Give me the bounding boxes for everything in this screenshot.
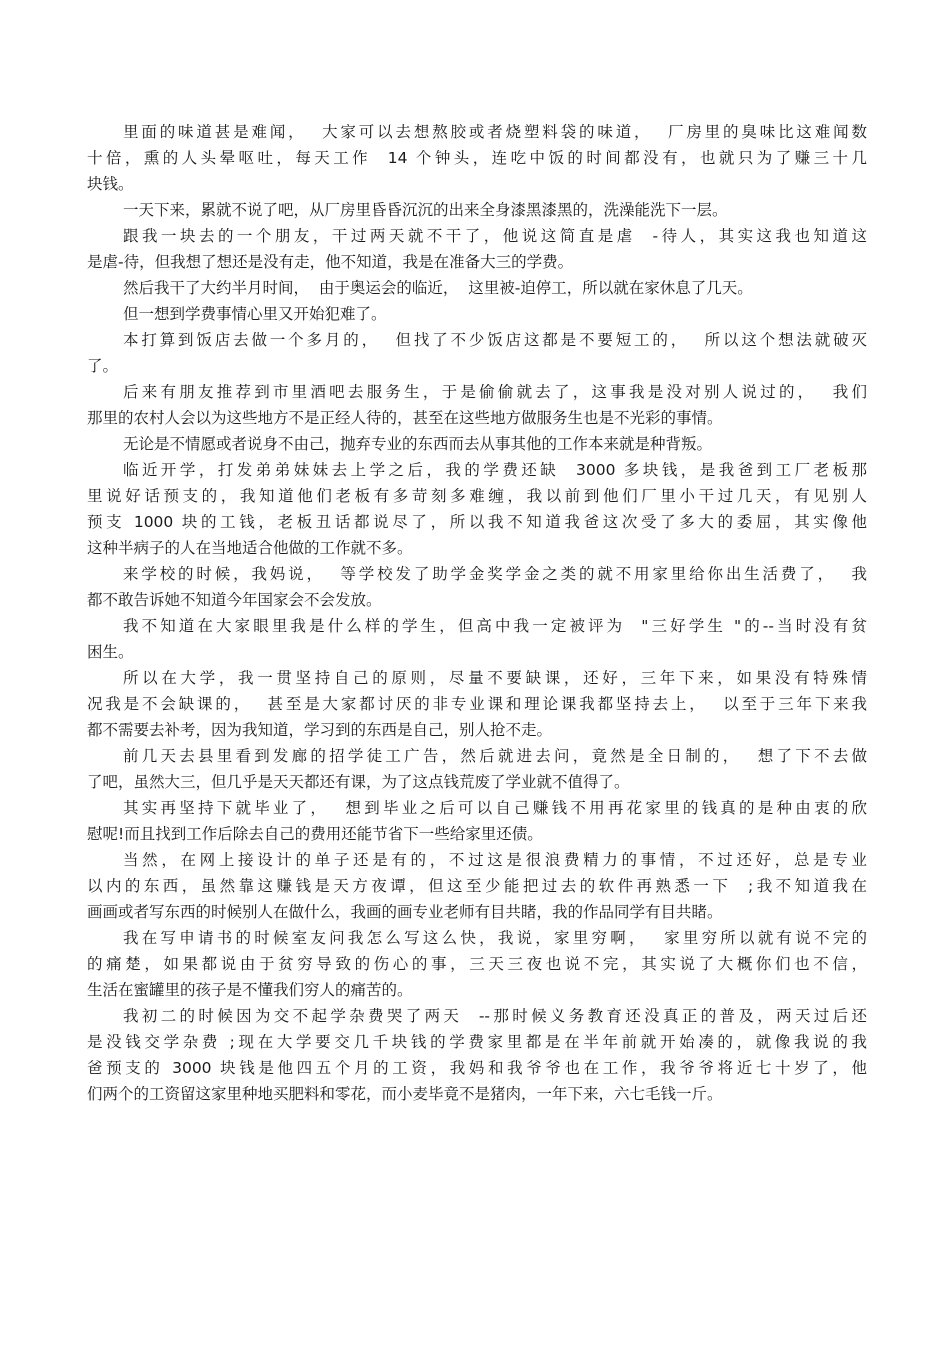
text-line: 预支 1000 块的工钱，老板丑话都说尽了，所以我不知道我爸这次受了多大的委屈，其实像他 xyxy=(87,513,867,531)
text-line: 后来有朋友推荐到市里酒吧去服务生，于是偷偷就去了，这事我是没对别人说过的， 我们 xyxy=(123,383,867,401)
text-line: 无论是不情愿或者说身不由己，抛弃专业的东西而去从事其他的工作本来就是种背叛。 xyxy=(123,435,713,453)
text-line: 了。 xyxy=(87,357,119,375)
text-line: 十倍，熏的人头晕呕吐，每天工作 14 个钟头，连吃中饭的时间都没有，也就只为了赚三十几 xyxy=(87,149,867,167)
text-line: 当然，在网上接设计的单子还是有的，不过这是很浪费精力的事情，不过还好，总是专业 xyxy=(123,851,867,869)
text-line: 都不需要去补考，因为我知道，学习到的东西是自己，别人抢不走。 xyxy=(87,721,553,739)
text-line: 来学校的时候，我妈说， 等学校发了助学金奖学金之类的就不用家里给你出生活费了， 我 xyxy=(123,565,867,583)
text-line: 生活在蜜罐里的孩子是不懂我们穷人的痛苦的。 xyxy=(87,981,413,999)
text-line: 里面的味道甚是难闻， 大家可以去想熬胶或者烧塑料袋的味道， 厂房里的臭味比这难闻数 xyxy=(123,123,867,141)
text-line: 的痛楚，如果都说由于贫穷导致的伤心的事，三天三夜也说不完，其实说了大概你们也不信， xyxy=(87,955,867,973)
text-line: 们两个的工资留这家里种地买肥料和零花，而小麦毕竟不是猪肉，一年下来，六七毛钱一斤。 xyxy=(87,1085,723,1103)
text-line: 一天下来，累就不说了吧，从厂房里昏昏沉沉的出来全身漆黑漆黑的，洗澡能洗下一层。 xyxy=(123,201,728,219)
text-line: 我在写申请书的时候室友问我怎么写这么快，我说，家里穷啊， 家里穷所以就有说不完的 xyxy=(123,929,867,947)
text-line: 然后我干了大约半月时间， 由于奥运会的临近， 这里被-迫停工，所以就在家休息了几天。 xyxy=(123,279,753,297)
text-line: 我不知道在大家眼里我是什么样的学生，但高中我一定被评为 "三好学生 "的--当时没有贫 xyxy=(123,617,867,635)
text-line: 那里的农村人会以为这些地方不是正经人待的，甚至在这些地方做服务生也是不光彩的事情。 xyxy=(87,409,723,427)
text-line: 跟我一块去的一个朋友，干过两天就不干了，他说这简直是虐 -待人，其实这我也知道这 xyxy=(123,227,867,245)
text-line: 块钱。 xyxy=(87,175,134,193)
text-line: 所以在大学，我一贯坚持自己的原则，尽量不要缺课，还好，三年下来，如果没有特殊情 xyxy=(123,669,867,687)
text-line: 都不敢告诉她不知道今年国家会不会发放。 xyxy=(87,591,382,609)
text-line: 其实再坚持下就毕业了， 想到毕业之后可以自己赚钱不用再花家里的钱真的是种由衷的欣 xyxy=(123,799,867,817)
text-line: 本打算到饭店去做一个多月的， 但找了不少饭店这都是不要短工的， 所以这个想法就破灭 xyxy=(123,331,867,349)
text-line: 了吧，虽然大三，但几乎是天天都还有课，为了这点钱荒废了学业就不值得了。 xyxy=(87,773,630,791)
text-line: 是没钱交学杂费 ;现在大学要交几千块钱的学费家里都是在半年前就开始凑的，就像我说的我 xyxy=(87,1033,867,1051)
document-body xyxy=(87,119,867,1107)
text-line: 以内的东西，虽然靠这赚钱是天方夜谭，但这至少能把过去的软件再熟悉一下 ;我不知道我在 xyxy=(87,877,867,895)
text-line: 况我是不会缺课的， 甚至是大家都讨厌的非专业课和理论课我都坚持去上， 以至于三年下来我 xyxy=(87,695,867,713)
text-line: 临近开学，打发弟弟妹妹去上学之后，我的学费还缺 3000 多块钱，是我爸到工厂老板那 xyxy=(123,461,867,479)
text-line: 这种半病子的人在当地适合他做的工作就不多。 xyxy=(87,539,413,557)
text-line: 前几天去县里看到发廊的招学徒工广告，然后就进去问，竟然是全日制的， 想了下不去做 xyxy=(123,747,867,765)
text-line: 我初二的时候因为交不起学杂费哭了两天 --那时候义务教育还没真正的普及，两天过后还 xyxy=(123,1007,867,1025)
text-line: 是虐-待，但我想了想还是没有走，他不知道，我是在准备大三的学费。 xyxy=(87,253,574,271)
text-line: 里说好话预支的，我知道他们老板有多苛刻多难缠，我以前到他们厂里小干过几天，有见别人 xyxy=(87,487,867,505)
text-line: 困生。 xyxy=(87,643,134,661)
text-line: 画画或者写东西的时候别人在做什么，我画的画专业老师有目共睹，我的作品同学有目共睹。 xyxy=(87,903,723,921)
text-line: 但一想到学费事情心里又开始犯难了。 xyxy=(123,305,387,323)
text-line: 慰呢!而且找到工作后除去自己的费用还能节省下一些给家里还债。 xyxy=(87,825,543,843)
text-line: 爸预支的 3000 块钱是他四五个月的工资，我妈和我爷爷也在工作，我爷爷将近七十岁了，他 xyxy=(87,1059,867,1077)
